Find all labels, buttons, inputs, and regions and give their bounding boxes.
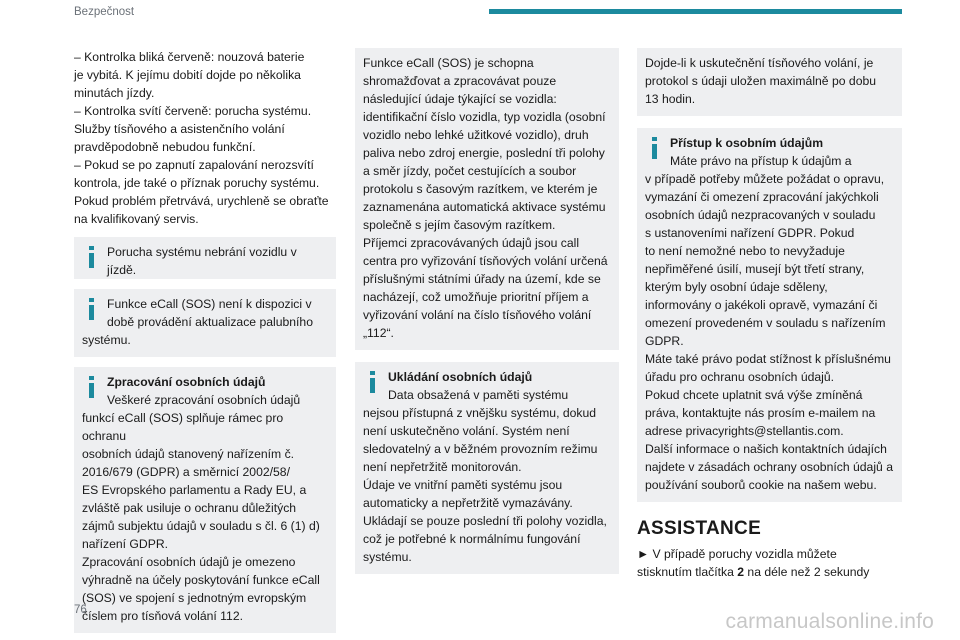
note-text: Funkce eCall (SOS) není k dispozici v (107, 297, 312, 311)
info-note-access (637, 128, 902, 502)
note-text: není uskutečněno volání. Systém není (363, 424, 570, 438)
note-text: funkcí eCall (SOS) splňuje rámec pro ochranu (82, 411, 284, 443)
section-heading-assistance: ASSISTANCE (637, 518, 762, 539)
info-note-ecall-data (355, 48, 619, 350)
note-text: 13 hodin. (645, 92, 696, 106)
watermark: carmanualsonline.info (725, 610, 934, 633)
text-line: minutách jízdy. (74, 86, 155, 100)
note-text: ES Evropského parlamentu a Rady EU, a (82, 483, 307, 497)
note-text: 2016/679 (GDPR) a směrnicí 2002/58/ (82, 465, 290, 479)
note-text: Příjemci zpracovávaných údajů jsou call (363, 236, 580, 250)
info-icon (89, 376, 94, 398)
assist-text (637, 563, 902, 581)
note-text: práva, kontaktujte nás prosím e-mailem na (645, 406, 876, 420)
note-text: což je potřebné k normálnímu fungování (363, 532, 581, 546)
column-3 (637, 48, 902, 581)
note-text: (SOS) ve spojení s jednotným evropským (82, 591, 307, 605)
note-text: nepřiměřené úsilí, musejí být třetí strany, (645, 262, 865, 276)
info-icon (370, 371, 375, 393)
note-text: vyřizování volání na číslo tísňového volání (363, 308, 592, 322)
note-text: s ustanoveními nařízení GDPR. Pokud (645, 226, 855, 240)
note-text: Ukládají se pouze poslední tři polohy vozidla, (363, 514, 607, 528)
info-note (74, 237, 336, 279)
note-text: „112“. (363, 326, 394, 340)
info-note-retention (637, 48, 902, 116)
header-accent-bar (489, 9, 902, 14)
info-icon (89, 298, 94, 320)
note-text: zvláště pak usiluje o ochranu důležitých (82, 501, 297, 515)
note-text: Porucha systému nebrání vozidlu v jízdě. (107, 245, 297, 277)
note-text: Máte právo na přístup k údajům a (670, 154, 852, 168)
note-text: není nepřetržitě monitorován. (363, 460, 522, 474)
page-number: 76 (74, 604, 87, 616)
note-text: v případě potřeby můžete požádat o opravu, (645, 172, 885, 186)
note-text: omezení provedeném v souladu s nařízením (645, 316, 886, 330)
note-text: systému. (82, 333, 131, 347)
note-text: kterým byly osobní údaje sděleny, (645, 280, 828, 294)
note-text: Máte také právo podat stížnost k příslušnému (645, 352, 891, 366)
note-text: vymazání či omezení zpracování jakýchkoli (645, 190, 879, 204)
assist-text-part: stisknutím tlačítka (637, 565, 738, 579)
info-note-storage (355, 362, 619, 574)
note-text: zaznamenána automatická aktivace systému (363, 200, 606, 214)
note-text: GDPR. (645, 334, 684, 348)
note-text: výhradně na účely poskytování funkce eCall (82, 573, 320, 587)
text-line: Služby tísňového a asistenčního volání (74, 122, 285, 136)
button-number: 2 (737, 565, 745, 579)
note-text: Funkce eCall (SOS) je schopna (363, 56, 534, 70)
info-note (74, 289, 336, 357)
text-line: – Pokud se po zapnutí zapalování nerozsvítí (74, 158, 314, 172)
note-text: Pokud chcete uplatnit svá výše zmíněná (645, 388, 863, 402)
note-text: následující údaje týkající se vozidla: (363, 92, 557, 106)
assist-text-part: na déle než 2 sekundy (744, 565, 870, 579)
note-text: používání souborů cookie na našem webu. (645, 478, 877, 492)
assist-text: ► V případě poruchy vozidla můžete (637, 547, 837, 561)
note-text: Veškeré zpracování osobních údajů (107, 393, 301, 407)
note-title: Ukládání osobních údajů (388, 370, 533, 384)
note-text: osobních údajů stanovený nařízením č. (82, 447, 295, 461)
column-2 (355, 48, 619, 574)
note-text: nařízení GDPR. (82, 537, 169, 551)
note-text: identifikační číslo vozidla, typ vozidla (osobní (363, 110, 606, 124)
note-text: a směr jízdy, počet cestujících a soubor (363, 164, 577, 178)
column-1 (74, 48, 336, 633)
note-text: číslem pro tísňová volání 112. (82, 609, 244, 623)
note-title: Přístup k osobním údajům (670, 136, 824, 150)
note-text: to není nemožné nebo to nevyžaduje (645, 244, 845, 258)
note-text: osobních údajů nezpracovaných v souladu (645, 208, 876, 222)
note-text: paliva nebo zdroj energie, poslední tři polohy (363, 146, 605, 160)
note-text: informovány o jakékoli opravě, vymazání či (645, 298, 878, 312)
note-text: centra pro vyřizování tísňových volání určená (363, 254, 608, 268)
note-text: vozidlo nebo lehké užitkové vozidlo), druh (363, 128, 589, 142)
text-line: – Kontrolka bliká červeně: nouzová baterie (74, 50, 305, 64)
note-text: sledovatelný a v běžném provozním režimu (363, 442, 598, 456)
note-text: zájmů subjektu údajů v souladu s čl. 6 (1) d) (82, 519, 320, 533)
section-title: Bezpečnost (74, 6, 135, 18)
note-text: době provádění aktualizace palubního (107, 315, 313, 329)
note-text: úřadu pro ochranu osobních údajů. (645, 370, 835, 384)
note-text: shromažďovat a zpracovávat pouze (363, 74, 557, 88)
text-line: Pokud problém přetrvává, urychleně se obraťte (74, 194, 329, 208)
note-text: nacházejí, což umožňuje prioritní příjem a (363, 290, 589, 304)
note-text: protokol s údaji uložen maximálně po dobu (645, 74, 877, 88)
note-text: Dojde-li k uskutečnění tísňového volání, je (645, 56, 874, 70)
note-text: adrese privacyrights@stellantis.com. (645, 424, 844, 438)
note-text: Další informace o našich kontaktních údajích (645, 442, 887, 456)
note-text: nejsou přístupná z vnějšku systému, dokud (363, 406, 597, 420)
text-line: na kvalifikovaný servis. (74, 212, 199, 226)
text-line: – Kontrolka svítí červeně: porucha systému. (74, 104, 312, 118)
note-text: společně s jejím časovým razítkem. (363, 218, 556, 232)
warning-lamp-text (74, 48, 336, 228)
info-icon (89, 246, 94, 268)
note-text: příslušnými státními úřady na území, kde se (363, 272, 601, 286)
text-line: pravděpodobně nebudou funkční. (74, 140, 256, 154)
info-icon (652, 137, 657, 159)
note-text: Data obsažená v paměti systému (388, 388, 569, 402)
note-text: Zpracování osobních údajů je omezeno (82, 555, 296, 569)
note-text: automaticky a nepřetržitě vymazávány. (363, 496, 573, 510)
note-text: systému. (363, 550, 412, 564)
text-line: je vybitá. K jejímu dobití dojde po několika (74, 68, 301, 82)
note-title: Zpracování osobních údajů (107, 375, 266, 389)
note-text: Údaje ve vnitřní paměti systému jsou (363, 478, 563, 492)
text-line: kontrola, jde také o příznak poruchy systému. (74, 176, 320, 190)
info-note-gdpr (74, 367, 336, 633)
note-text: protokolu s časovým razítkem, ve kterém je (363, 182, 598, 196)
note-text: najdete v zásadách ochrany osobních údajů a (645, 460, 893, 474)
